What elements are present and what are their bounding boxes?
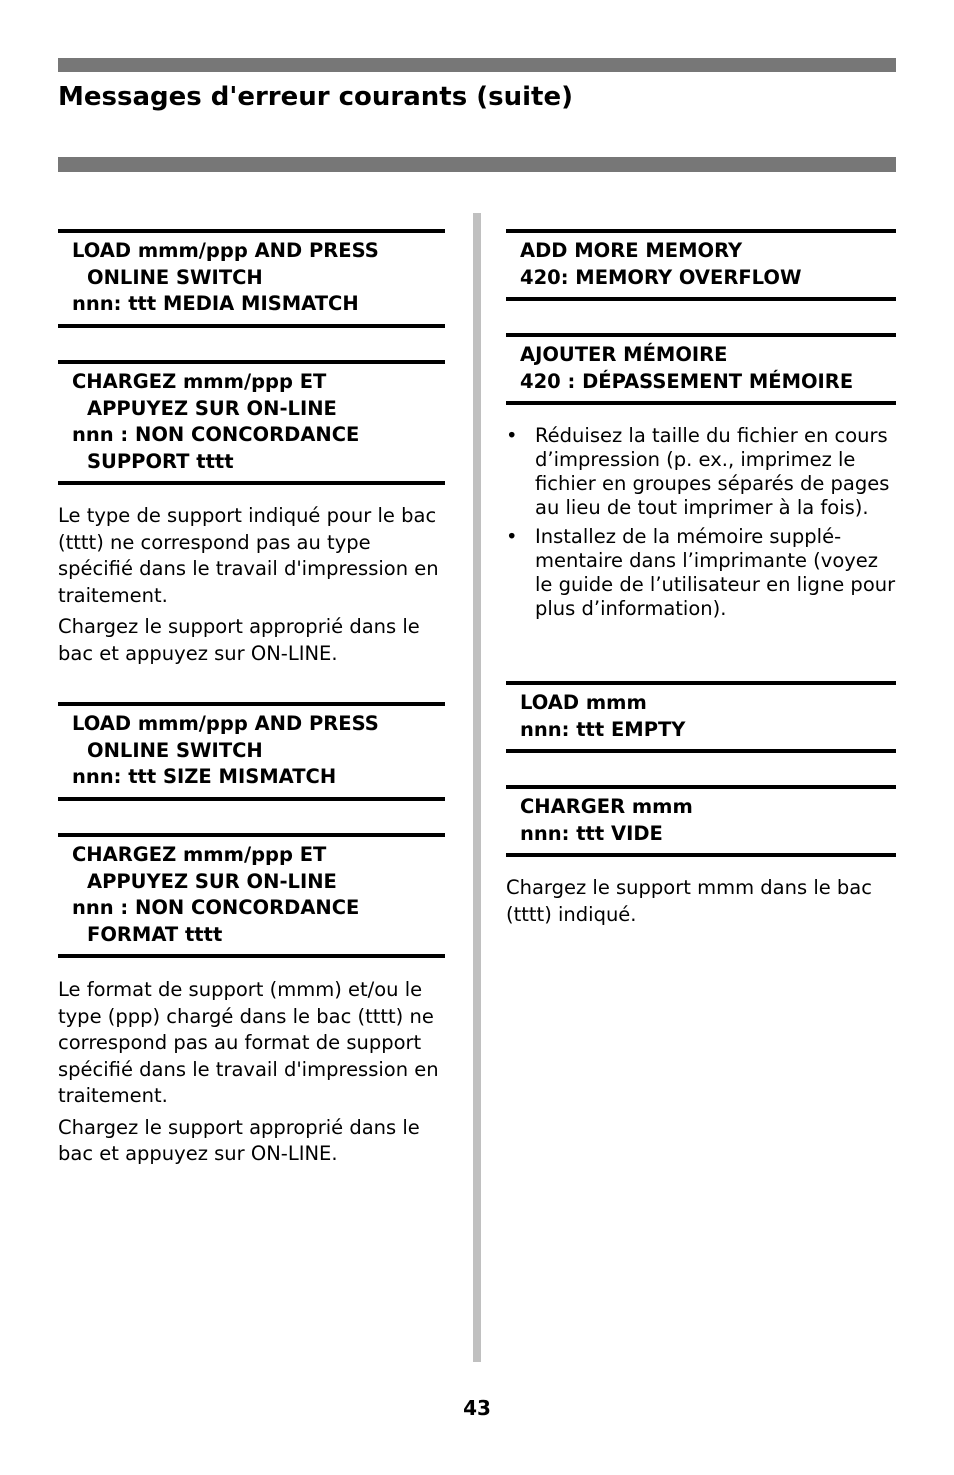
list-item (506, 525, 896, 621)
message-box-ajouter-memoire (506, 333, 896, 405)
description-support-mismatch (58, 503, 445, 672)
message-line: APPUYEZ SUR ON-LINE (87, 396, 337, 420)
message-line: LOAD mmm (520, 691, 647, 714)
message-line: nnn: ttt SIZE MISMATCH (72, 765, 337, 788)
message-line: CHARGEZ mmm/ppp ET (72, 843, 327, 866)
message-box-add-more-memory (506, 229, 896, 301)
message-line: ADD MORE MEMORY (520, 239, 743, 262)
list-item-text: Installez de la mémoire supplé-mentaire dans l’imprimante (voyez le guide de l’utilisateur en ligne pour plus d’information). (535, 525, 896, 620)
message-line: 420 : DÉPASSEMENT MÉMOIRE (520, 369, 854, 393)
message-line: 420: MEMORY OVERFLOW (520, 265, 802, 289)
message-line: nnn: ttt VIDE (520, 821, 663, 845)
bullet-icon: • (506, 525, 518, 548)
paragraph: Le type de support indiqué pour le bac (tttt) ne correspond pas au type spécifié dans le travail d'impression en traitement. (58, 504, 439, 607)
header-rule-top (58, 58, 896, 72)
bullet-icon: • (506, 424, 518, 447)
list-item (506, 424, 896, 520)
page-number: 43 (463, 1396, 491, 1420)
message-line: AJOUTER MÉMOIRE (520, 343, 728, 366)
header-rule-bottom (58, 157, 896, 172)
message-line: CHARGER mmm (520, 795, 693, 818)
description-empty-tray (506, 875, 896, 933)
message-box-chargez-format (58, 833, 445, 958)
message-line: SUPPORT tttt (87, 449, 234, 473)
message-line: FORMAT tttt (87, 922, 223, 946)
message-line: nnn: ttt MEDIA MISMATCH (72, 292, 359, 315)
message-box-chargez-support (58, 360, 445, 485)
message-line: nnn : NON CONCORDANCE (72, 423, 360, 446)
paragraph: Chargez le support approprié dans le bac et appuyez sur ON-LINE. (58, 615, 420, 665)
paragraph: Le format de support (mmm) et/ou le type (ppp) chargé dans le bac (tttt) ne correspond pas au format de support spécifié dans le travail d'impression en traitement. (58, 978, 439, 1107)
message-line: LOAD mmm/ppp AND PRESS (72, 239, 379, 262)
list-item-text: Réduisez la taille du fichier en cours d’impression (p. ex., imprimez le fichier en groupes séparés de pages au lieu de tout imprimer à la fois). (535, 424, 890, 519)
description-format-mismatch (58, 977, 445, 1173)
column-divider (473, 213, 481, 1362)
message-box-load-empty (506, 681, 896, 753)
memory-solutions-list (506, 424, 896, 626)
message-line: nnn : NON CONCORDANCE (72, 896, 360, 919)
paragraph: Chargez le support approprié dans le bac et appuyez sur ON-LINE. (58, 1115, 420, 1165)
message-line: nnn: ttt EMPTY (520, 717, 686, 741)
message-box-charger-vide (506, 785, 896, 857)
message-line: CHARGEZ mmm/ppp ET (72, 370, 327, 393)
message-box-load-media-mismatch (58, 229, 445, 328)
page-title: Messages d'erreur courants (suite) (58, 82, 573, 112)
message-line: ONLINE SWITCH (87, 265, 263, 289)
message-line: ONLINE SWITCH (87, 738, 263, 762)
message-box-load-size-mismatch (58, 702, 445, 801)
message-line: LOAD mmm/ppp AND PRESS (72, 712, 379, 735)
message-line: APPUYEZ SUR ON-LINE (87, 869, 337, 893)
paragraph: Chargez le support mmm dans le bac (tttt) indiqué. (506, 876, 872, 926)
